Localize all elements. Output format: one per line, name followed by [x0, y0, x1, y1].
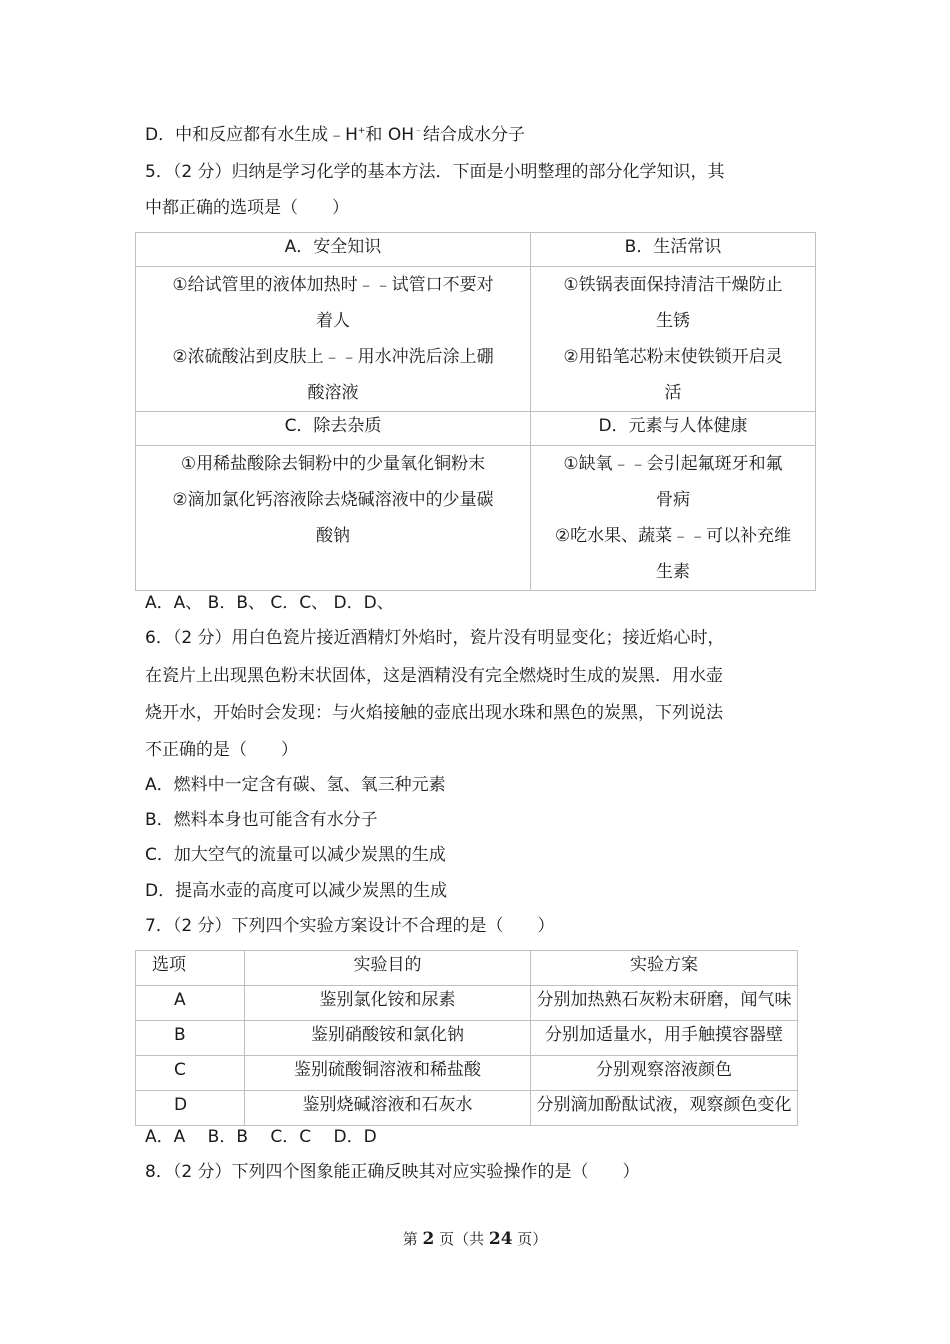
- q5-body-d-line: ①缺氧﹣﹣会引起氟斑牙和氟: [563, 454, 783, 474]
- q5-stem-line-2: 中都正确的选项是（ ）: [145, 198, 349, 218]
- row-purpose: 鉴别烧碱溶液和石灰水: [245, 1091, 531, 1126]
- q4-option-d-text-2: 和 OH: [365, 125, 414, 145]
- table-header-row: [136, 951, 798, 986]
- header-scheme: 实验方案: [531, 951, 798, 986]
- q8-stem: 8．（2 分）下列四个图象能正确反映其对应实验操作的是（ ）: [145, 1162, 640, 1182]
- q5-body-a-line: 着人: [316, 311, 350, 331]
- row-option: C: [136, 1056, 245, 1091]
- row-scheme: 分别滴加酚酞试液，观察颜色变化: [531, 1091, 798, 1126]
- q5-body-d-line: ②吃水果、蔬菜﹣﹣可以补充维: [554, 526, 792, 546]
- footer-total-pages: 24: [488, 1229, 513, 1249]
- header-purpose: 实验目的: [245, 951, 531, 986]
- row-purpose: 鉴别硝酸铵和氯化钠: [245, 1021, 531, 1056]
- q6-stem-line-4: 不正确的是（ ）: [145, 740, 298, 760]
- q5-body-a: [136, 267, 531, 412]
- q7-stem: 7．（2 分）下列四个实验方案设计不合理的是（ ）: [145, 916, 555, 936]
- q6-option-d: D．提高水壶的高度可以减少炭黑的生成: [145, 881, 448, 901]
- q5-head-d: D．元素与人体健康: [531, 412, 816, 446]
- footer-prefix: 第: [402, 1230, 423, 1248]
- table-row: [136, 1091, 798, 1126]
- table-row: [136, 986, 798, 1021]
- table-row: [136, 1056, 798, 1091]
- q5-options: A．A、 B．B、 C．C、 D．D、: [145, 593, 394, 613]
- q5-body-c-line: ②滴加氯化钙溶液除去烧碱溶液中的少量碳: [172, 490, 494, 510]
- q6-stem-line-3: 烧开水，开始时会发现：与火焰接触的壶底出现水珠和黑色的炭黑，下列说法: [145, 703, 723, 723]
- row-purpose: 鉴别硫酸铜溶液和稀盐酸: [245, 1056, 531, 1091]
- footer-middle: 页（共: [434, 1230, 489, 1248]
- q5-knowledge-table: [135, 232, 816, 591]
- q5-head-b: B．生活常识: [531, 233, 816, 267]
- q6-option-b: B．燃料本身也可能含有水分子: [145, 810, 378, 830]
- q5-body-d-line: 骨病: [656, 490, 690, 510]
- q5-body-a-line: 酸溶液: [307, 383, 359, 403]
- row-scheme: 分别加热熟石灰粉末研磨，闻气味: [531, 986, 798, 1021]
- q5-body-a-line: ②浓硫酸沾到皮肤上﹣﹣用水冲洗后涂上硼: [172, 347, 494, 367]
- page-footer: [0, 1228, 950, 1249]
- q5-body-c-line: ①用稀盐酸除去铜粉中的少量氧化铜粉末: [180, 454, 486, 474]
- q6-stem-line-2: 在瓷片上出现黑色粉末状固体，这是酒精没有完全燃烧时生成的炭黑．用水壶: [145, 666, 723, 686]
- table-row: [136, 1021, 798, 1056]
- q5-body-c-line: 酸钠: [316, 526, 350, 546]
- q6-stem-line-1: 6．（2 分）用白色瓷片接近酒精灯外焰时，瓷片没有明显变化；接近焰心时，: [145, 628, 725, 648]
- q5-body-b-line: 生锈: [656, 311, 690, 331]
- q5-body-d-line: 生素: [656, 562, 690, 582]
- q5-head-a: A．安全知识: [136, 233, 531, 267]
- q6-option-a: A．燃料中一定含有碳、氢、氧三种元素: [145, 775, 446, 795]
- q5-body-d: [531, 446, 816, 591]
- footer-page-number: 2: [422, 1229, 435, 1249]
- oh-ion-charge: ﹣: [414, 126, 424, 136]
- q5-head-c: C．除去杂质: [136, 412, 531, 446]
- q7-options: A．A B．B C．C D．D: [145, 1127, 377, 1147]
- row-purpose: 鉴别氯化铵和尿素: [245, 986, 531, 1021]
- q5-body-b-line: ②用铅笔芯粉末使铁锁开启灵: [563, 347, 783, 367]
- row-option: B: [136, 1021, 245, 1056]
- q5-body-a-line: ①给试管里的液体加热时﹣﹣试管口不要对: [172, 275, 494, 295]
- q5-body-c: [136, 446, 531, 591]
- q4-option-d-text: D．中和反应都有水生成﹣H: [145, 125, 358, 145]
- footer-suffix: 页）: [512, 1230, 548, 1248]
- q5-stem-line-1: 5．（2 分）归纳是学习化学的基本方法．下面是小明整理的部分化学知识，其: [145, 162, 725, 182]
- h-ion-charge: +: [357, 126, 366, 136]
- q5-body-b: [531, 267, 816, 412]
- q6-option-c: C．加大空气的流量可以减少炭黑的生成: [145, 845, 446, 865]
- row-option: D: [136, 1091, 245, 1126]
- row-option: A: [136, 986, 245, 1021]
- q5-body-b-line: ①铁锅表面保持清洁干燥防止: [563, 275, 783, 295]
- row-scheme: 分别观察溶液颜色: [531, 1056, 798, 1091]
- header-option: 选项: [136, 951, 245, 986]
- q4-option-d-text-3: 结合成水分子: [423, 125, 526, 145]
- row-scheme: 分别加适量水，用手触摸容器壁: [531, 1021, 798, 1056]
- q4-option-d: [145, 123, 525, 147]
- q7-experiment-table: [135, 950, 798, 1126]
- q5-body-b-line: 活: [664, 383, 682, 403]
